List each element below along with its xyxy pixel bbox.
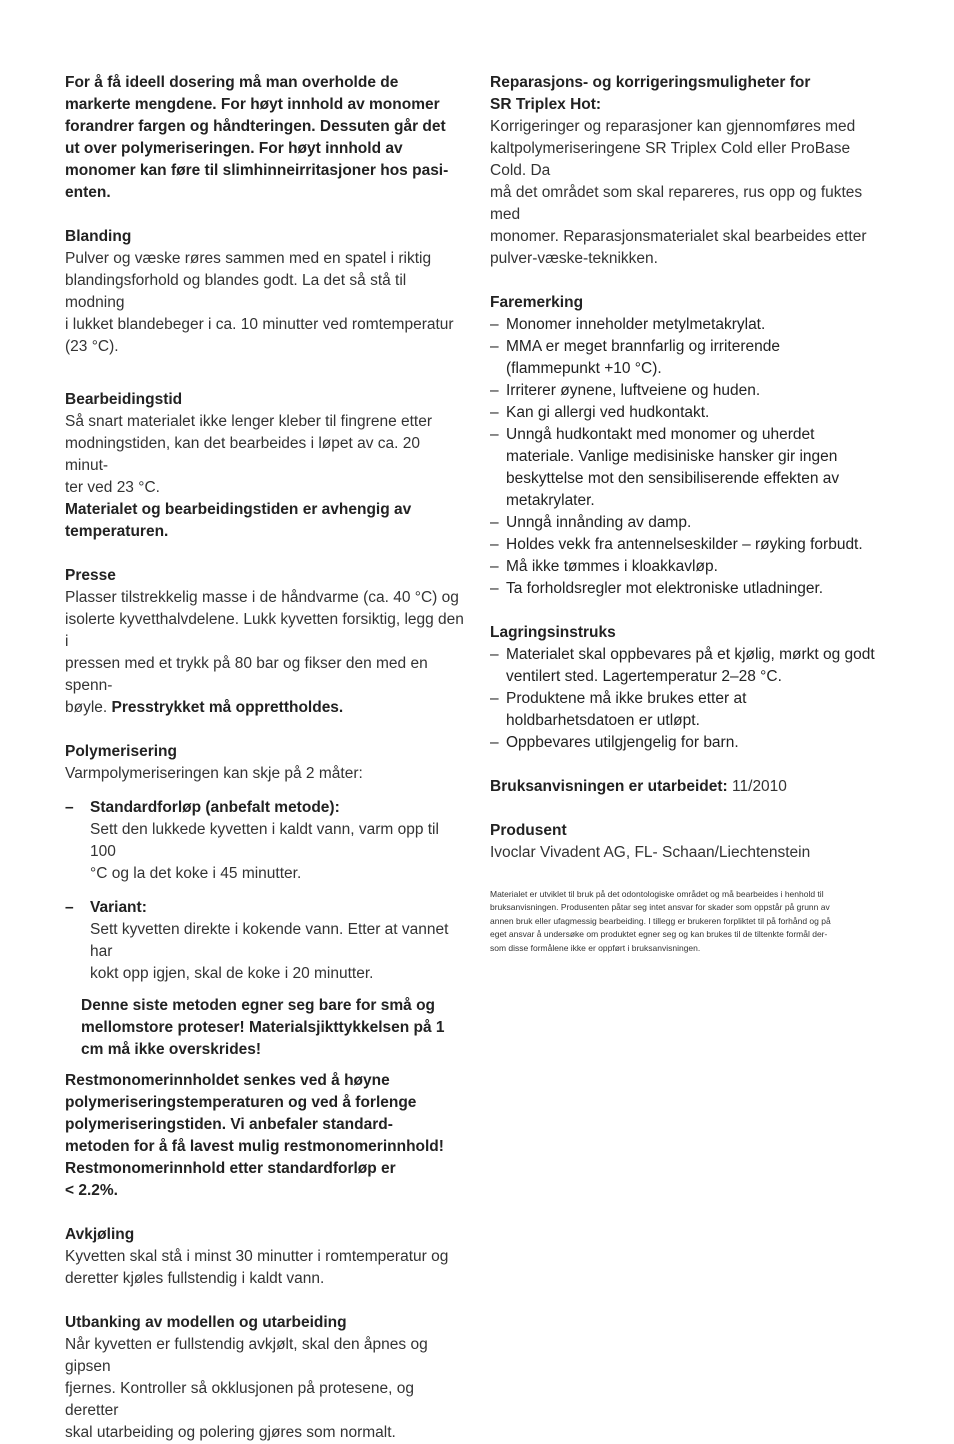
body-line: Korrigeringer og reparasjoner kan gjennomføres med <box>490 118 856 135</box>
section-heading: Reparasjons- og korrigeringsmuligheter for <box>490 74 811 91</box>
list-item-line: Monomer inneholder metylmetakrylat. <box>506 316 766 333</box>
section-faremerking <box>490 292 890 600</box>
instructions-date-value: 11/2010 <box>727 778 787 795</box>
dash-marker: – <box>490 690 499 707</box>
dash-marker: – <box>490 734 499 751</box>
list-item-line: beskyttelse mot den sensibiliserende effekten av <box>506 470 840 487</box>
body-line: monomer. Reparasjonsmaterialet skal bearbeides etter <box>490 228 867 245</box>
list-item-line: Produktene må ikke brukes etter at <box>506 690 747 707</box>
method-note <box>65 995 465 1061</box>
dash-marker: – <box>65 899 74 916</box>
disclaimer <box>490 888 890 955</box>
section-heading: Bearbeidingstid <box>65 391 183 408</box>
list-item-line: Holdes vekk fra antennelseskilder – røyking forbudt. <box>506 536 863 553</box>
section-polymerisering <box>65 741 465 1061</box>
list-item <box>490 512 890 534</box>
bold-line: Materialet og bearbeidingstiden er avhengig av <box>65 501 412 518</box>
section-heading: Produsent <box>490 822 567 839</box>
body-line: deretter kjøles fullstendig i kaldt vann. <box>65 1270 325 1287</box>
section-heading: Faremerking <box>490 294 584 311</box>
body-line: °C og la det koke i 45 minutter. <box>90 865 302 882</box>
list-item-line: Unngå innånding av damp. <box>506 514 692 531</box>
body-line: ter ved 23 °C. <box>65 479 160 496</box>
bold-line: temperaturen. <box>65 523 169 540</box>
body-line: pressen med et trykk på 80 bar og fikser den med en spenn- <box>65 655 428 694</box>
dash-marker: – <box>490 338 499 355</box>
body-line: Når kyvetten er fullstendig avkjølt, skal den åpnes og gipsen <box>65 1336 428 1375</box>
disclaimer-line: eget ansvar å undersøke om produktet egner seg og kan brukes til de tiltenkte formål der- <box>490 929 828 940</box>
body-line: Kyvetten skal stå i minst 30 minutter i romtemperatur og <box>65 1248 449 1265</box>
list-item-line: Ta forholdsregler mot elektroniske utladninger. <box>506 580 824 597</box>
body-line: pulver-væske-teknikken. <box>490 250 658 267</box>
disclaimer-line: annen bruk eller ufagmessig bearbeiding. I tillegg er brukeren forpliktet til på forhånd og på <box>490 915 831 926</box>
section-heading: Lagringsinstruks <box>490 624 616 641</box>
bold-line: Denne siste metoden egner seg bare for små og <box>81 997 436 1014</box>
disclaimer-line: Materialet er utviklet til bruk på det odontologiske området og må bearbeides i henhold til <box>490 889 824 899</box>
list-item <box>490 336 890 380</box>
dash-marker: – <box>65 799 74 816</box>
body-line: må det området som skal repareres, rus opp og fuktes med <box>490 184 863 223</box>
list-item <box>490 556 890 578</box>
list-item-line: (flammepunkt +10 °C). <box>506 360 662 377</box>
list-item-line: materiale. Vanlige medisiniske hansker gir ingen <box>506 448 838 465</box>
intro-paragraph <box>65 72 465 204</box>
dash-marker: – <box>490 316 499 333</box>
bold-line: cm må ikke overskrides! <box>81 1041 262 1058</box>
bold-text: Presstrykket må opprettholdes. <box>111 699 344 716</box>
body-line: Sett kyvetten direkte i kokende vann. Etter at vannet har <box>90 921 449 960</box>
bold-line: metoden for å få lavest mulig restmonomerinnhold! <box>65 1138 444 1155</box>
section-heading: Polymerisering <box>65 743 177 760</box>
section-heading: Presse <box>65 567 116 584</box>
list-item <box>490 688 890 732</box>
body-line: blandingsforhold og blandes godt. La det så stå til modning <box>65 272 407 311</box>
dash-marker: – <box>490 580 499 597</box>
dash-marker: – <box>490 404 499 421</box>
body-line <box>65 697 465 719</box>
section-heading: Avkjøling <box>65 1226 135 1243</box>
section-blanding <box>65 226 465 358</box>
body-line: Varmpolymeriseringen kan skje på 2 måter: <box>65 765 363 782</box>
dash-marker: – <box>490 426 499 443</box>
bold-line: polymeriseringstiden. Vi anbefaler standard- <box>65 1116 393 1133</box>
list-item <box>490 380 890 402</box>
list-item-line: Kan gi allergi ved hudkontakt. <box>506 404 710 421</box>
body-line: Sett den lukkede kyvetten i kaldt vann, varm opp til 100 <box>90 821 439 860</box>
body-line: i lukket blandebeger i ca. 10 minutter ved romtemperatur <box>65 316 454 333</box>
section-avkjoling <box>65 1224 465 1290</box>
section-reparasjon <box>490 72 890 270</box>
section-heading: Utbanking av modellen og utarbeiding <box>65 1314 347 1331</box>
body-line: Så snart materialet ikke lenger kleber til fingrene etter <box>65 413 433 430</box>
intro-line: markerte mengdene. For høyt innhold av monomer <box>65 96 440 113</box>
section-heading: SR Triplex Hot: <box>490 96 602 113</box>
dash-marker: – <box>490 514 499 531</box>
section-heading: Blanding <box>65 228 132 245</box>
dash-marker: – <box>490 382 499 399</box>
list-item-line: holdbarhetsdatoen er utløpt. <box>506 712 700 729</box>
bold-line: Restmonomerinnhold etter standardforløp er <box>65 1160 396 1177</box>
method-item <box>65 897 465 985</box>
list-item <box>490 732 890 754</box>
body-line: Pulver og væske røres sammen med en spatel i riktig <box>65 250 432 267</box>
list-item-line: Irriterer øynene, luftveiene og huden. <box>506 382 761 399</box>
list-item <box>490 578 890 600</box>
list-item-line: Materialet skal oppbevares på et kjølig, mørkt og godt <box>506 646 875 663</box>
section-lagring <box>490 622 890 754</box>
dash-marker: – <box>490 558 499 575</box>
body-line: kokt opp igjen, skal de koke i 20 minutter. <box>90 965 374 982</box>
body-line: fjernes. Kontroller så okklusjonen på protesene, og deretter <box>65 1380 414 1419</box>
section-bearbeidingstid <box>65 389 465 543</box>
list-item-line: metakrylater. <box>506 492 595 509</box>
intro-line: enten. <box>65 184 111 201</box>
bold-line: mellomstore proteser! Materialsjikttykkelsen på 1 <box>81 1019 445 1036</box>
disclaimer-line: bruksanvisningen. Produsenten påtar seg intet ansvar for skader som oppstår på grunn av <box>490 902 830 913</box>
hazard-list <box>490 314 890 600</box>
list-item <box>490 424 890 512</box>
disclaimer-line: som disse formålene ikke er oppført i bruksanvisningen. <box>490 942 701 953</box>
list-item <box>490 534 890 556</box>
body-line: kaltpolymeriseringene SR Triplex Cold eller ProBase Cold. Da <box>490 140 851 179</box>
body-line: isolerte kyvetthalvdelene. Lukk kyvetten forsiktig, legg den i <box>65 611 464 650</box>
section-presse <box>65 565 465 719</box>
restmonomer-paragraph <box>65 1070 465 1202</box>
body-text: bøyle. <box>65 699 112 716</box>
storage-list <box>490 644 890 754</box>
section-utbanking <box>65 1312 465 1444</box>
method-title: Variant: <box>90 899 147 916</box>
section-produsent <box>490 820 890 864</box>
method-title: Standardforløp (anbefalt metode): <box>90 799 340 816</box>
dash-marker: – <box>490 536 499 553</box>
instructions-date-line <box>490 776 890 798</box>
list-item-line: Unngå hudkontakt med monomer og uherdet <box>506 426 815 443</box>
list-item <box>490 402 890 424</box>
list-item-line: Oppbevares utilgjengelig for barn. <box>506 734 739 751</box>
left-column <box>65 72 465 1444</box>
instructions-date-label: Bruksanvisningen er utarbeidet: <box>490 778 728 795</box>
body-line: Plasser tilstrekkelig masse i de håndvarme (ca. 40 °C) og <box>65 589 459 606</box>
intro-line: monomer kan føre til slimhinneirritasjoner hos pasi- <box>65 162 449 179</box>
list-item <box>490 644 890 688</box>
list-item <box>490 314 890 336</box>
intro-line: For å få ideell dosering må man overholde de <box>65 74 399 91</box>
list-item-line: Må ikke tømmes i kloakkavløp. <box>506 558 718 575</box>
manufacturer-text: Ivoclar Vivadent AG, FL- Schaan/Liechtenstein <box>490 844 811 861</box>
list-item-line: ventilert sted. Lagertemperatur 2–28 °C. <box>506 668 782 685</box>
body-line: skal utarbeiding og polering gjøres som normalt. <box>65 1424 396 1441</box>
bold-line: < 2.2%. <box>65 1182 118 1199</box>
body-line: modningstiden, kan det bearbeides i løpet av ca. 20 minut- <box>65 435 421 474</box>
list-item-line: MMA er meget brannfarlig og irriterende <box>506 338 780 355</box>
bold-line: polymeriseringstemperaturen og ved å forlenge <box>65 1094 417 1111</box>
intro-line: forandrer fargen og håndteringen. Dessuten går det <box>65 118 446 135</box>
body-line: (23 °C). <box>65 338 119 355</box>
bold-line: Restmonomerinnholdet senkes ved å høyne <box>65 1072 390 1089</box>
method-item <box>65 797 465 885</box>
dash-marker: – <box>490 646 499 663</box>
intro-line: ut over polymeriseringen. For høyt innhold av <box>65 140 403 157</box>
right-column <box>490 72 890 955</box>
